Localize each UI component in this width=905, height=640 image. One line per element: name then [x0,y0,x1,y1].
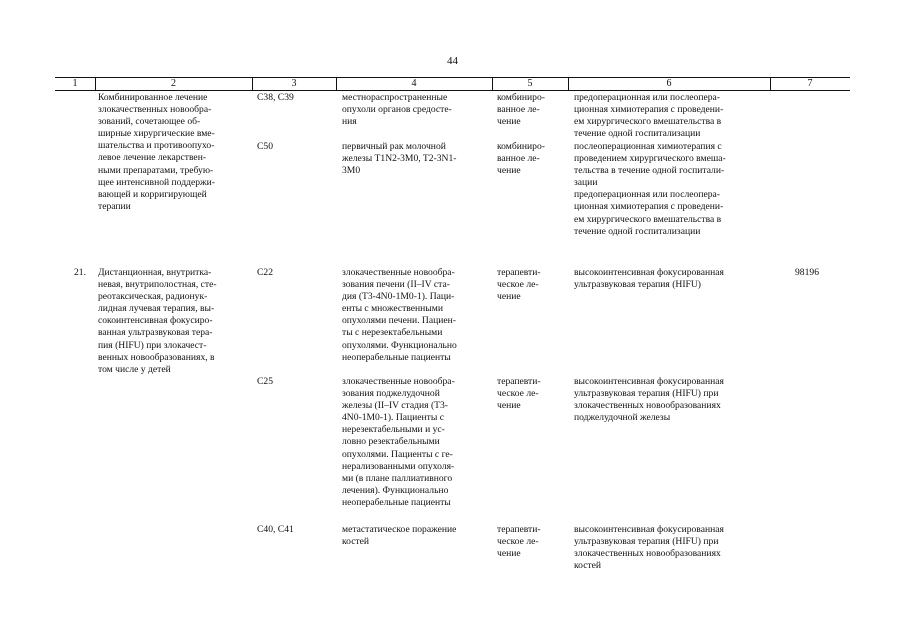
block2-row-c-code: C40, C41 [257,524,294,535]
block1-row-a-code: C38, C39 [257,92,294,103]
block2-row-b-type: терапевти- ческое ле- чение [497,376,541,412]
page-number: 44 [447,55,458,67]
block2-row-a-model: злокачественные новообра- зования печени (II–IV ста- дия (T3-4N0-1M0-1). Паци- енты с множественными опухолями печени. Пациен- ты с нерезектабельными опухолями. Функционально неоперабельные пациенты [342,267,457,363]
block2-row-a-type: терапевти- ческое ле- чение [497,267,541,303]
block2-care-type: Дистанционная, внутритка- невая, внутриполостная, сте- реотаксическая, радионук- лидная лучевая терапия, вы- сокоинтенсивная фокусиро- ванная ультразвуковая тера- пия (HIFU) при злокачест- венных новообразованиях, в том числе у детей [98,267,217,375]
block1-row-b-code: C50 [257,141,273,152]
row-number: 21. [74,267,86,278]
block2-row-a-code: C22 [257,267,273,278]
block1-row-a-model: местнораспространенные опухоли органов средосте- ния [342,92,452,128]
block2-row-c-type: терапевти- ческое ле- чение [497,524,541,560]
block2-cost: 98196 [795,267,819,278]
block1-row-a-type: комбиниро- ванное ле- чение [497,92,545,128]
block1-care-type: Комбинированное лечение злокачественных новообра- зований, сочетающее об- ширные хирургические вме- шательства и противоопухо- левое лечение лекарствен- ными препаратами, требую- щее интенсивной поддержи- вающей и корригирующей терапии [98,92,215,212]
block1-row-b-type: комбиниро- ванное ле- чение [497,141,545,177]
column-header-4: 4 [411,78,417,89]
column-header-2: 2 [171,78,176,89]
block2-row-c-method: высокоинтенсивная фокусированная ультразвуковая терапия (HIFU) при злокачественных новообразованиях костей [574,524,724,572]
block1-row-a-method: предоперационная или послеопера- ционная химиотерапия с проведени- ем хирургического вмешательства в течение одной госпитализации [574,92,724,140]
column-header-5: 5 [527,78,533,89]
block2-row-c-model: метастатическое поражение костей [342,524,457,548]
column-header-6: 6 [666,78,672,89]
column-header-3: 3 [291,78,297,89]
block1-row-b-model: первичный рак молочной железы T1N2-3M0, T2-3N1- 3M0 [342,141,457,177]
block2-row-b-method: высокоинтенсивная фокусированная ультразвуковая терапия (HIFU) при злокачественных новообразованиях поджелудочной железы [574,376,724,424]
column-header-1: 1 [72,78,78,89]
block2-row-b-code: C25 [257,376,273,387]
block1-row-b-method: послеоперационная химиотерапия с проведением хирургического вмеша- тельства в течение одной госпитали- зации предоперационная или послеопера- ционная химиотерапия с проведени- ем хирургического вмешательства в течение одной госпитализации [574,141,726,237]
block2-row-b-model: злокачественные новообра- зования поджелудочной железы (II–IV стадия (T3- 4N0-1M0-1). Пациенты с нерезектабельными и ус- ловно резектабельными опухолями. Пациенты с ге- нерализованными опухоля- ми (в плане паллиативного лечения). Функционально неоперабельные пациенты [342,376,455,508]
table-header-rule [55,90,850,91]
block2-row-a-method: высокоинтенсивная фокусированная ультразвуковая терапия (HIFU) [574,267,724,291]
column-header-7: 7 [807,78,813,89]
